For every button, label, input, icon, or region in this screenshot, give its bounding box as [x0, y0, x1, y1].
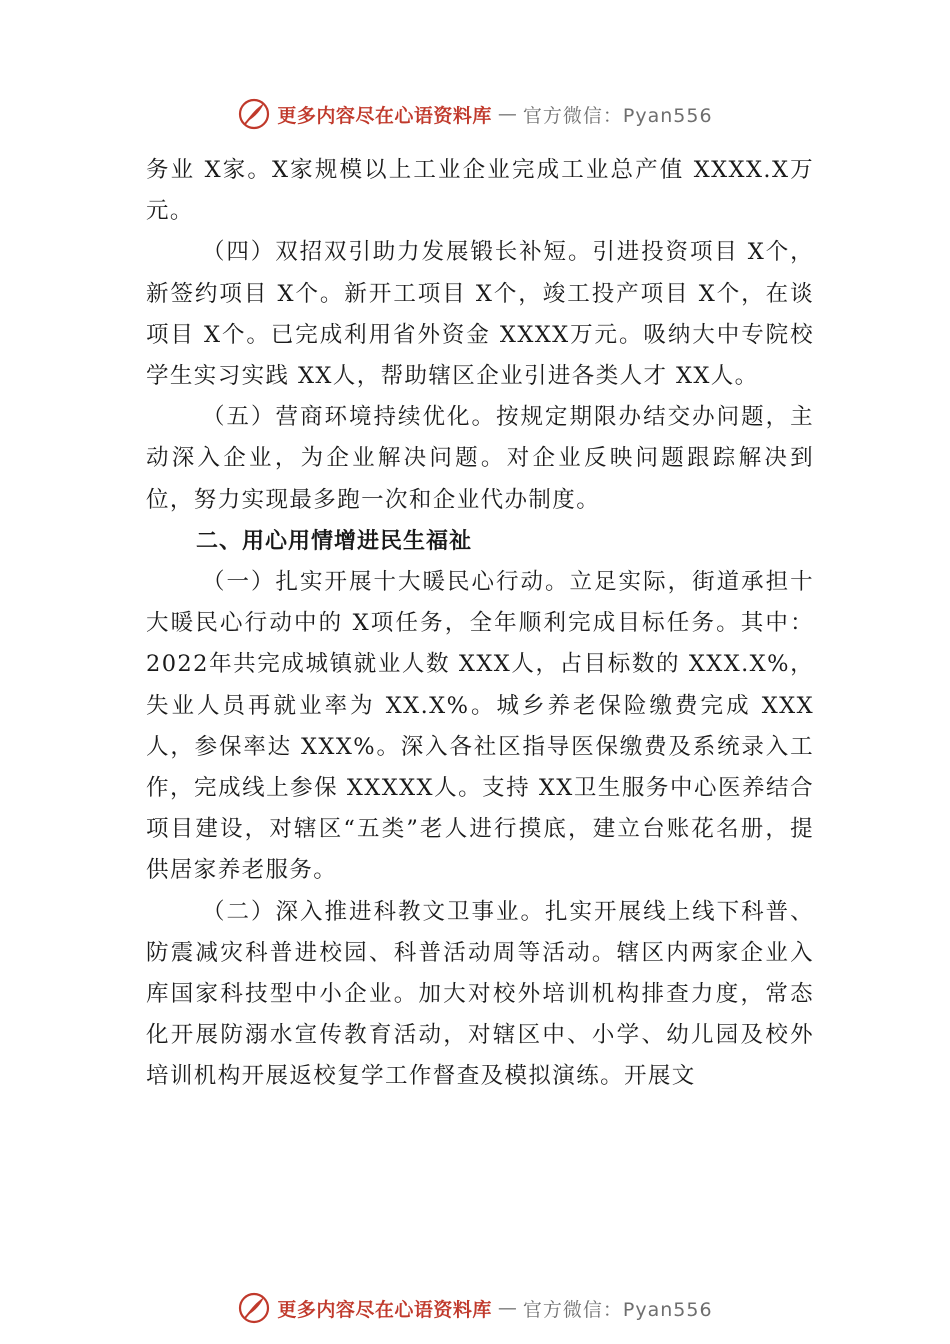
watermark-banner-top — [0, 94, 950, 134]
watermark-separator: — — [497, 103, 517, 125]
watermark-contact-text: 官方微信：Pyan556 — [522, 1298, 713, 1321]
document-body — [146, 150, 814, 1098]
section-heading: 二、用心用情增进民生福祉 — [196, 528, 473, 554]
watermark-banner-bottom — [0, 1288, 950, 1328]
paragraph-continuation: 务业 X家。X家规模以上工业企业完成工业总产值 XXXX.X万元。 — [146, 157, 814, 225]
paragraph-section-5: （五）营商环境持续优化。按规定期限办结交办问题，主动深入企业，为企业解决问题。对企业反映问题跟踪解决到位，努力实现最多跑一次和企业代办制度。 — [146, 404, 814, 513]
paragraph-subsection-2: （二）深入推进科教文卫事业。扎实开展线上线下科普、防震减灾科普进校园、科普活动周等活动。辖区内两家企业入库国家科技型中小企业。加大对校外培训机构排查力度，常态化开展防溺水宣传教育活动，对辖区中、小学、幼儿园及校外培训机构开展返校复学工作督查及模拟演练。开展文 — [146, 898, 814, 1090]
paragraph-section-4: （四）双招双引助力发展锻长补短。引进投资项目 X个，新签约项目 X个。新开工项目 X个，竣工投产项目 X个，在谈项目 X个。已完成利用省外资金 XXXX万元。吸纳大中专院校学生实习实践 XX人，帮助辖区企业引进各类人才 XX人。 — [146, 239, 814, 390]
watermark-contact-text: 官方微信：Pyan556 — [522, 104, 713, 127]
watermark-brand-text: 更多内容尽在心语资料库 — [277, 104, 492, 127]
watermark-brand-text: 更多内容尽在心语资料库 — [277, 1298, 492, 1321]
brand-logo-icon — [237, 97, 271, 131]
paragraph-subsection-1: （一）扎实开展十大暖民心行动。立足实际，街道承担十大暖民心行动中的 X项任务，全年顺利完成目标任务。其中：2022年共完成城镇就业人数 XXX人，占目标数的 XXX.X%，失业人员再就业率为 XX.X%。城乡养老保险缴费完成 XXX人，参保率达 XXX%。深入各社区指导医保缴费及系统录入工作，完成线上参保 XXXXX人。支持 XX卫生服务中心医养结合项目建设，对辖区“五类”老人进行摸底，建立台账花名册，提供居家养老服务。 — [146, 569, 814, 884]
brand-logo-icon — [237, 1291, 271, 1325]
watermark-separator: — — [497, 1297, 517, 1319]
